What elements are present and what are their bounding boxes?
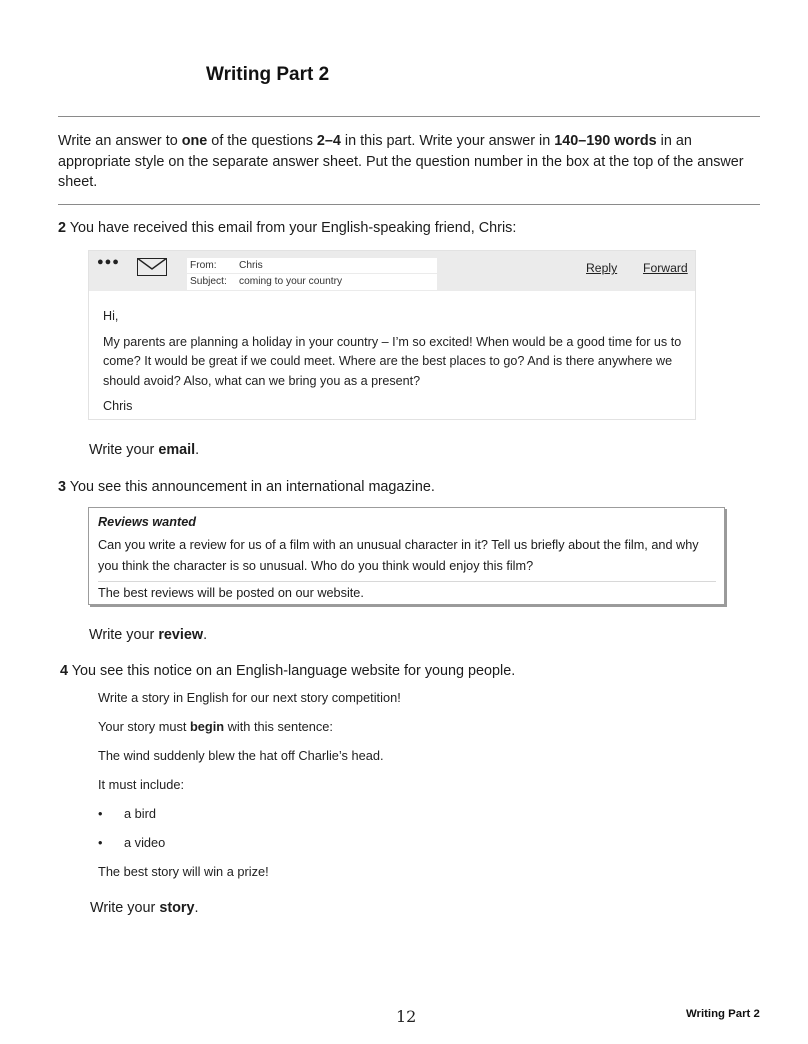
question-3-task-prefix: Write your: [89, 627, 159, 643]
question-4-text: You see this notice on an English-language website for young people.: [68, 663, 516, 679]
notice-line-2-prefix: Your story must: [98, 719, 190, 734]
question-2-task-suffix: .: [195, 442, 200, 458]
announcement-box: [88, 507, 725, 605]
instructions-text-1: Write an answer to: [58, 133, 182, 149]
page-title: Writing Part 2: [206, 64, 330, 85]
envelope-icon: [137, 258, 167, 276]
email-message: My parents are planning a holiday in your country – I’m so excited! When would be a good time for us to come? It would be great if we could meet. Where are the best places to go? And is there anywhere we should avoid? Also, what can we bring you as a present?: [103, 334, 682, 388]
bullet-1-text: a bird: [124, 806, 157, 821]
question-3-number: 3: [58, 479, 67, 495]
notice-line-2-suffix: with this sentence:: [224, 719, 333, 734]
question-4-task-prefix: Write your: [90, 900, 160, 916]
instructions-text-2: of the questions: [207, 133, 317, 149]
notice-line-4: It must include:: [98, 777, 185, 792]
email-from-row: [187, 258, 437, 274]
email-window: [88, 250, 696, 420]
question-4-number: 4: [60, 663, 69, 679]
question-3-task-suffix: .: [203, 627, 208, 643]
notice-bullet-2: [98, 835, 165, 850]
email-subject-label: Subject:: [190, 276, 227, 287]
announcement-body: Can you write a review for us of a film with an unusual character in it? Tell us briefly about the film, and why you think the character is so unusual. Who do you think would enjoy this film?: [98, 538, 699, 573]
reply-link[interactable]: Reply: [586, 261, 618, 275]
question-3-text: You see this announcement in an international magazine.: [66, 479, 435, 495]
bullet-2-text: a video: [124, 835, 166, 850]
footer-section-label: Writing Part 2: [686, 1008, 760, 1020]
instructions-text-3: in this part. Write your answer in: [340, 133, 555, 149]
question-4-task: [90, 899, 199, 917]
instructions-bold-1: one: [181, 133, 208, 149]
email-from-label: From:: [190, 260, 217, 271]
notice-line-3: The wind suddenly blew the hat off Charlie’s head.: [98, 748, 384, 763]
bullet-2-marker: •: [98, 835, 103, 850]
question-4-prompt: [60, 662, 515, 680]
notice-line-2: [98, 719, 333, 734]
announcement-footer: The best reviews will be posted on our website.: [98, 586, 364, 600]
question-2-task-prefix: Write your: [89, 442, 159, 458]
instructions-bold-3: 140–190 words: [554, 133, 657, 149]
announcement-heading: Reviews wanted: [98, 515, 197, 529]
question-2-number: 2: [58, 220, 67, 236]
top-divider: [58, 116, 760, 117]
email-fields: [187, 258, 437, 290]
email-from-value: Chris: [239, 260, 263, 271]
email-header: [89, 251, 695, 291]
email-subject-row: [187, 274, 437, 290]
question-3-prompt: [58, 478, 435, 496]
instructions-divider: [58, 204, 760, 205]
notice-line-2-bold: begin: [189, 719, 225, 734]
email-signature: Chris: [103, 399, 133, 413]
notice-line-5: The best story will win a prize!: [98, 864, 269, 879]
forward-link[interactable]: Forward: [643, 261, 688, 275]
question-3-task-type: review: [158, 627, 204, 643]
instructions-bold-2: 2–4: [316, 133, 341, 149]
bullet-1-marker: •: [98, 806, 103, 821]
question-4-task-type: story: [159, 900, 195, 916]
question-2-task: [89, 441, 199, 459]
question-2-text: You have received this email from your English-speaking friend, Chris:: [66, 220, 517, 236]
announcement-divider: [98, 581, 716, 582]
notice-line-1: Write a story in English for our next story competition!: [98, 690, 401, 705]
email-body: [103, 307, 688, 423]
window-dots-icon: ●●●: [97, 256, 120, 268]
email-subject-value: coming to your country: [239, 276, 343, 287]
notice-bullet-1: [98, 806, 156, 821]
question-4-task-suffix: .: [194, 900, 199, 916]
question-3-task: [89, 626, 207, 644]
question-2-task-type: email: [158, 442, 196, 458]
email-greeting: Hi,: [103, 309, 119, 323]
instructions-paragraph: [58, 131, 758, 193]
instructions-text-4: in an appropriate style on the separate answer sheet. Put the question number in the box at the top of the answer sheet.: [58, 133, 744, 190]
question-2-prompt: [58, 219, 516, 237]
page-number: 12: [396, 1007, 417, 1026]
